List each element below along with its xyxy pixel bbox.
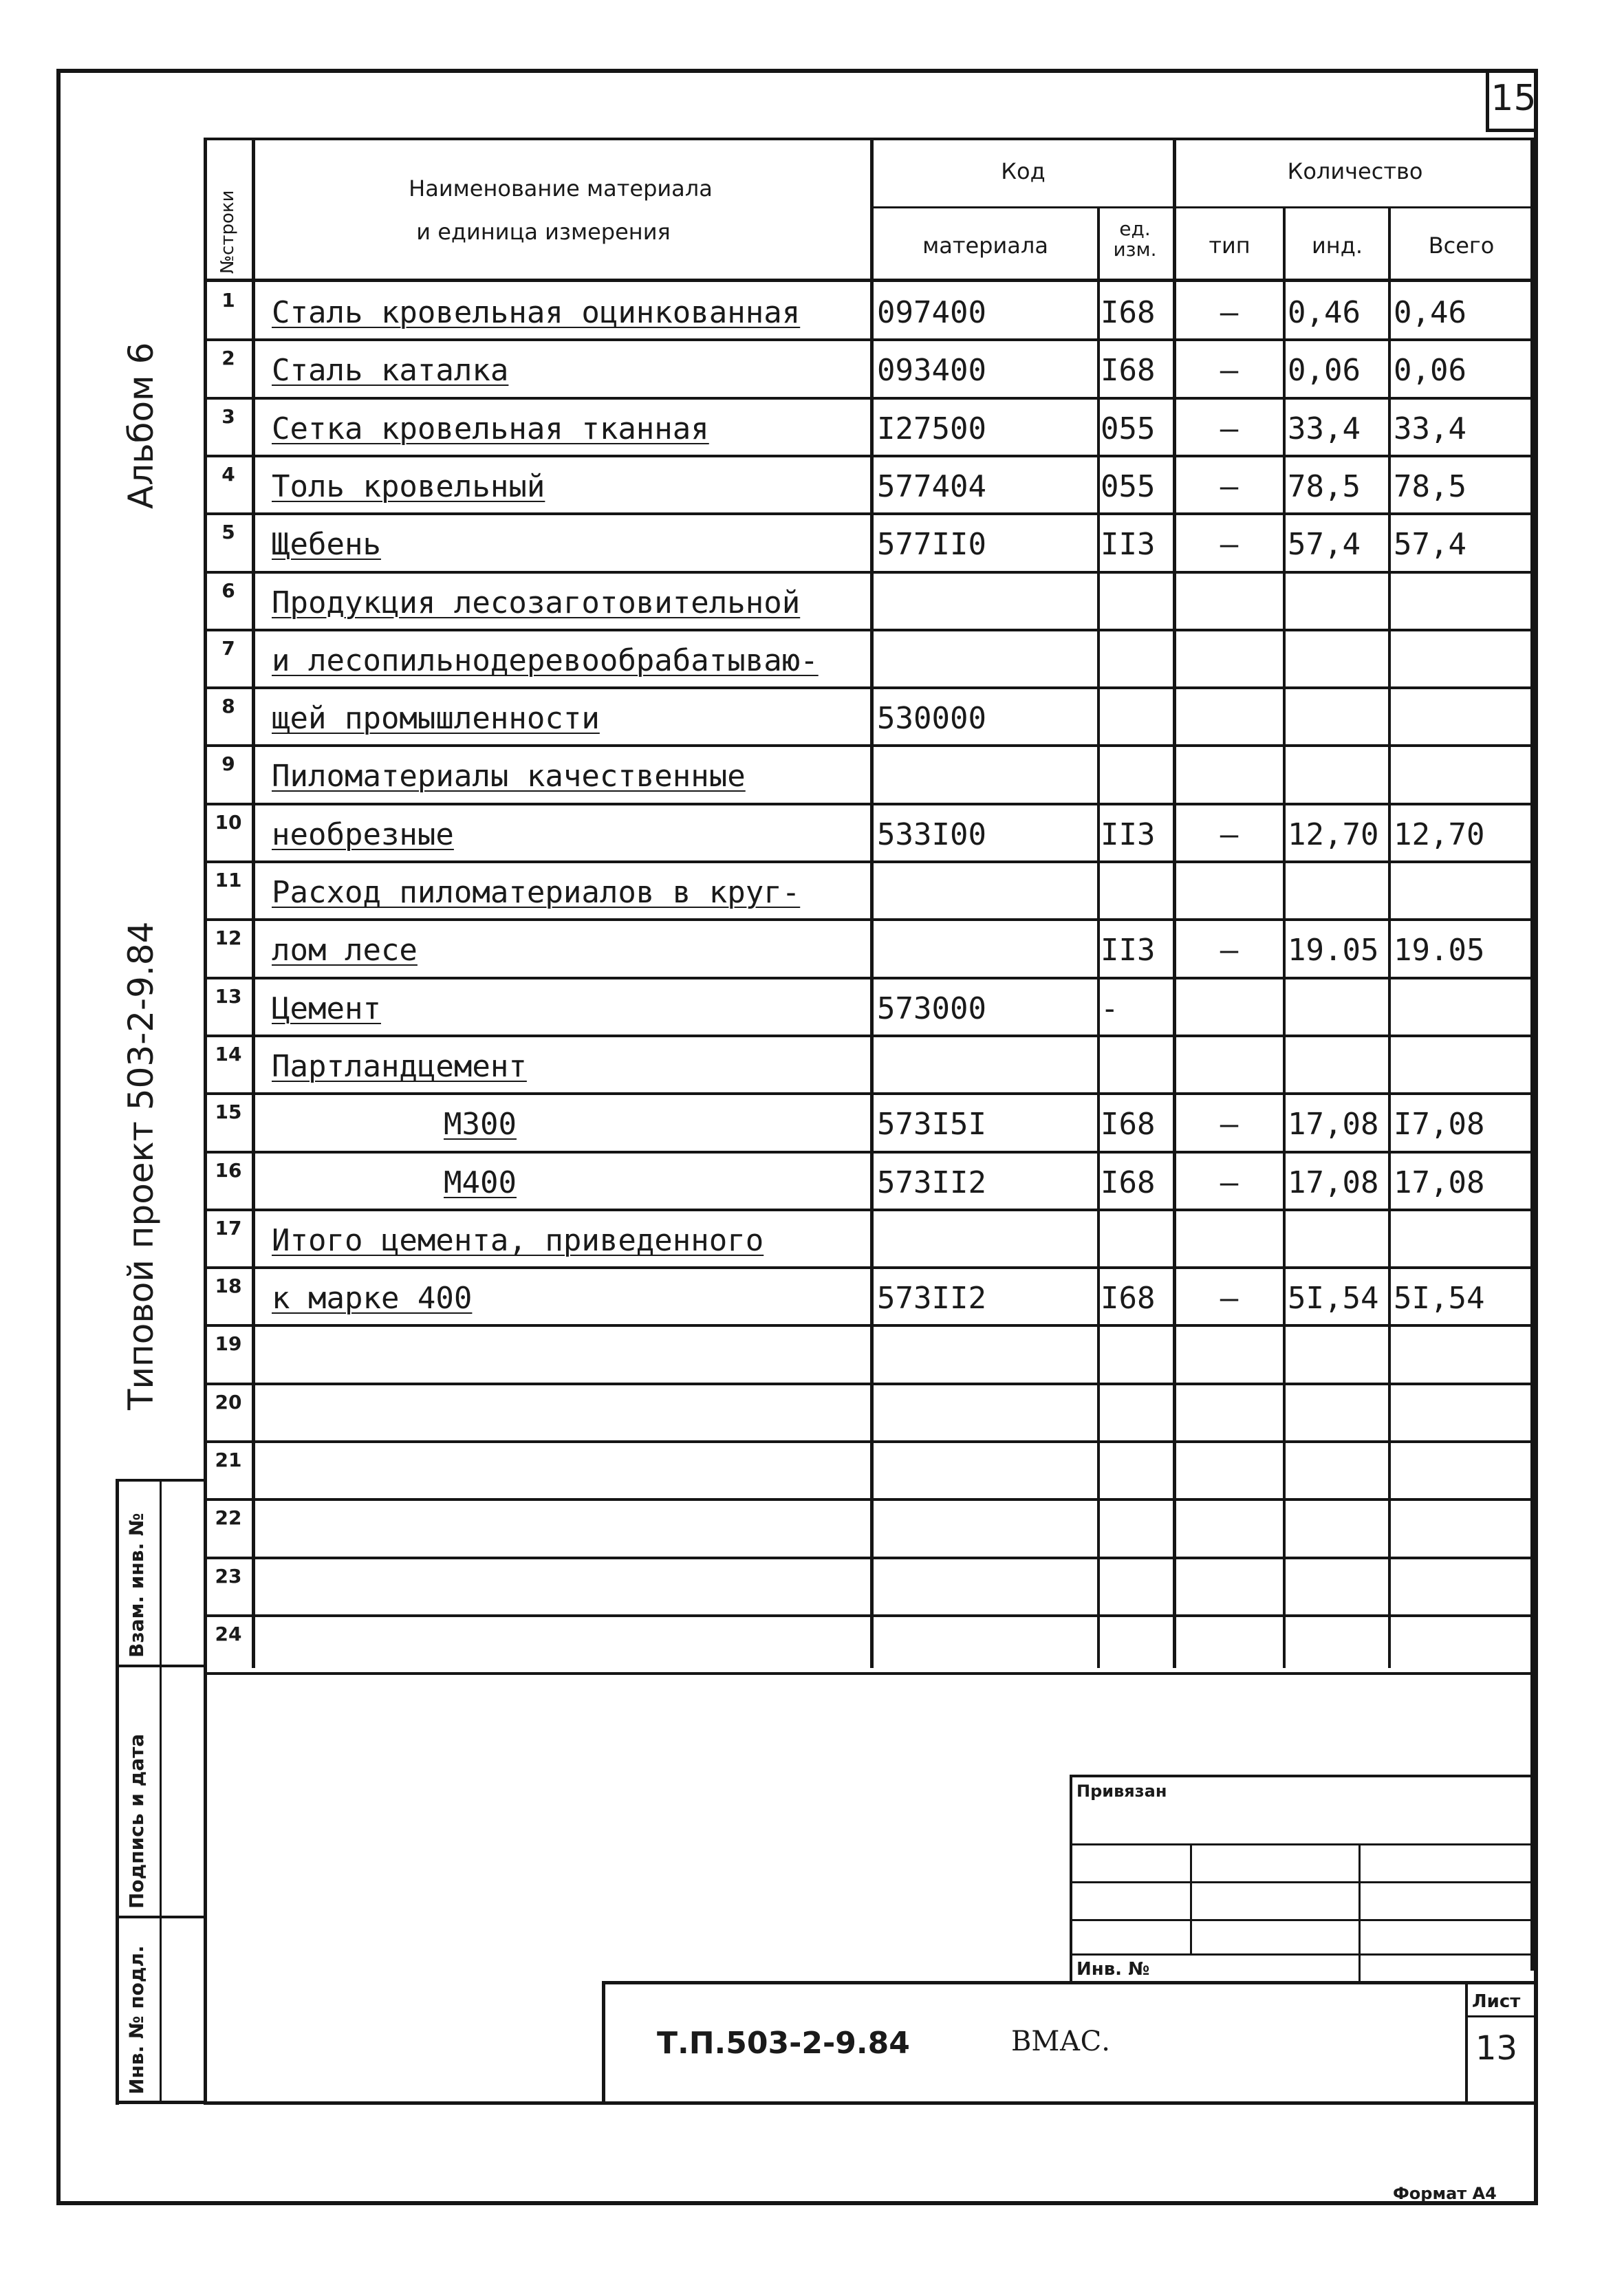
project-label: Типовой проект 503-2-9.84 — [121, 921, 161, 1410]
row-number: 10 — [215, 810, 242, 834]
cell-unit: 055 — [1101, 411, 1156, 446]
cell-ind: 0,06 — [1288, 353, 1361, 389]
cell-typ: – — [1220, 527, 1239, 563]
cell-code: 573I5I — [877, 1107, 986, 1143]
row-number: 16 — [215, 1158, 242, 1182]
cell-code: I27500 — [877, 411, 986, 446]
row-number: 19 — [215, 1332, 242, 1356]
cell-name: Продукция лесозаготовительной — [272, 585, 801, 620]
row-number: 2 — [221, 347, 235, 370]
cell-ind: 17,08 — [1288, 1107, 1379, 1143]
cell-typ: – — [1220, 1165, 1239, 1200]
cell-code: 573II2 — [877, 1281, 986, 1317]
stamp-vzam-inv: Взам. инв. № — [125, 1513, 148, 1658]
cell-name: Щебень — [272, 527, 381, 563]
cell-total: 19.05 — [1394, 933, 1485, 968]
privyazan-label: Привязан — [1076, 1782, 1167, 1801]
row-number: 22 — [215, 1506, 242, 1530]
header-qty-typ: тип — [1209, 232, 1251, 259]
sheet-number: 13 — [1475, 2029, 1518, 2068]
row-number: 14 — [215, 1042, 242, 1065]
cell-name: Сетка кровельная тканная — [272, 411, 709, 446]
cell-name: к марке 400 — [272, 1281, 473, 1317]
cell-name: Итого цемента, приведенного — [272, 1222, 764, 1258]
stamp-podpis-data: Подпись и дата — [125, 1733, 148, 1909]
row-number: 8 — [221, 695, 235, 718]
cell-total: 12,70 — [1394, 816, 1485, 852]
cell-code: 573II2 — [877, 1165, 986, 1200]
cell-code: 533I00 — [877, 816, 986, 852]
cell-unit: II3 — [1101, 933, 1156, 968]
cell-name: и лесопильнодеревообрабатываю- — [272, 642, 819, 678]
row-number: 20 — [215, 1390, 242, 1414]
row-number: 11 — [215, 869, 242, 891]
row-number: 12 — [215, 927, 242, 950]
cell-ind: 5I,54 — [1288, 1281, 1379, 1317]
cell-total: 5I,54 — [1394, 1281, 1485, 1317]
header-qty-total: Всего — [1428, 232, 1495, 259]
cell-ind: 57,4 — [1288, 527, 1361, 563]
inv-no-label: Инв. № — [1076, 1959, 1150, 1980]
cell-name: Сталь каталка — [272, 353, 509, 389]
row-number: 5 — [221, 521, 235, 544]
cell-total: 17,08 — [1394, 1165, 1485, 1200]
cell-unit: I68 — [1101, 1165, 1156, 1200]
cell-code: 577404 — [877, 468, 986, 504]
cell-ind: 17,08 — [1288, 1165, 1379, 1200]
row-number: 4 — [221, 462, 235, 486]
header-quantity: Количество — [1287, 158, 1423, 184]
cell-unit: I68 — [1101, 353, 1156, 389]
cell-total: 0,06 — [1394, 353, 1466, 389]
cell-code: 577II0 — [877, 527, 986, 563]
cell-typ: – — [1220, 295, 1239, 330]
doc-code: Т.П.503-2-9.84 — [657, 2026, 910, 2061]
cell-name: Пиломатериалы качественные — [272, 759, 746, 794]
row-number: 17 — [215, 1216, 242, 1239]
cell-name: Расход пиломатериалов в круг- — [272, 875, 801, 910]
row-number: 24 — [215, 1622, 242, 1645]
cell-name: М400 — [444, 1165, 517, 1200]
cell-unit: I68 — [1101, 1281, 1156, 1317]
cell-unit: 055 — [1101, 468, 1156, 504]
stamp-inv-podl: Инв. № подл. — [125, 1945, 148, 2094]
cell-total: 33,4 — [1394, 411, 1466, 446]
album-label: Альбом 6 — [121, 342, 161, 509]
cell-name: Сталь кровельная оцинкованная — [272, 295, 801, 330]
cell-typ: – — [1220, 1107, 1239, 1143]
row-number: 1 — [221, 289, 235, 312]
header-qty-ind: инд. — [1311, 232, 1363, 259]
cell-ind: 12,70 — [1288, 816, 1379, 852]
cell-name: М300 — [444, 1107, 517, 1143]
page-number: 15 — [1486, 69, 1538, 132]
cell-ind: 19.05 — [1288, 933, 1379, 968]
cell-typ: – — [1220, 816, 1239, 852]
header-code-material: материала — [922, 232, 1048, 259]
cell-ind: 0,46 — [1288, 295, 1361, 330]
cell-name: Партландцемент — [272, 1048, 527, 1084]
cell-name: необрезные — [272, 816, 454, 852]
row-number: 21 — [215, 1449, 242, 1471]
row-number: 18 — [215, 1275, 242, 1298]
row-number: 7 — [221, 636, 235, 660]
format-label: Формат А4 — [1393, 2184, 1497, 2203]
doc-type: ВМАС. — [1011, 2026, 1110, 2057]
cell-unit: I68 — [1101, 1107, 1156, 1143]
cell-unit: II3 — [1101, 527, 1156, 563]
cell-typ: – — [1220, 1281, 1239, 1317]
cell-name: Толь кровельный — [272, 468, 545, 504]
header-name-line2: и единица измерения — [416, 219, 671, 245]
cell-typ: – — [1220, 933, 1239, 968]
cell-name: лом лесе — [272, 933, 418, 968]
cell-ind: 33,4 — [1288, 411, 1361, 446]
cell-total: 57,4 — [1394, 527, 1466, 563]
cell-name: щей промышленности — [272, 701, 600, 737]
row-number: 23 — [215, 1564, 242, 1588]
cell-total: 78,5 — [1394, 468, 1466, 504]
header-code-unit: ед. изм. — [1113, 217, 1157, 261]
header-name-line1: Наименование материала — [409, 175, 713, 202]
cell-typ: – — [1220, 411, 1239, 446]
row-number: 15 — [215, 1101, 242, 1124]
row-number: 13 — [215, 984, 242, 1008]
cell-unit: - — [1101, 990, 1119, 1026]
cell-name: Цемент — [272, 990, 381, 1026]
cell-code: 573000 — [877, 990, 986, 1026]
cell-unit: II3 — [1101, 816, 1156, 852]
header-code: Код — [1001, 158, 1046, 184]
row-number: 6 — [221, 578, 235, 602]
cell-code: 097400 — [877, 295, 986, 330]
cell-code: 093400 — [877, 353, 986, 389]
cell-total: 0,46 — [1394, 295, 1466, 330]
cell-total: I7,08 — [1394, 1107, 1485, 1143]
cell-typ: – — [1220, 468, 1239, 504]
row-number: 3 — [221, 404, 235, 428]
row-number: 9 — [221, 752, 235, 776]
cell-unit: I68 — [1101, 295, 1156, 330]
sheet-label: Лист — [1472, 1991, 1521, 2012]
cell-ind: 78,5 — [1288, 468, 1361, 504]
header-row-no: №строки — [217, 190, 238, 274]
cell-code: 530000 — [877, 701, 986, 737]
cell-typ: – — [1220, 353, 1239, 389]
